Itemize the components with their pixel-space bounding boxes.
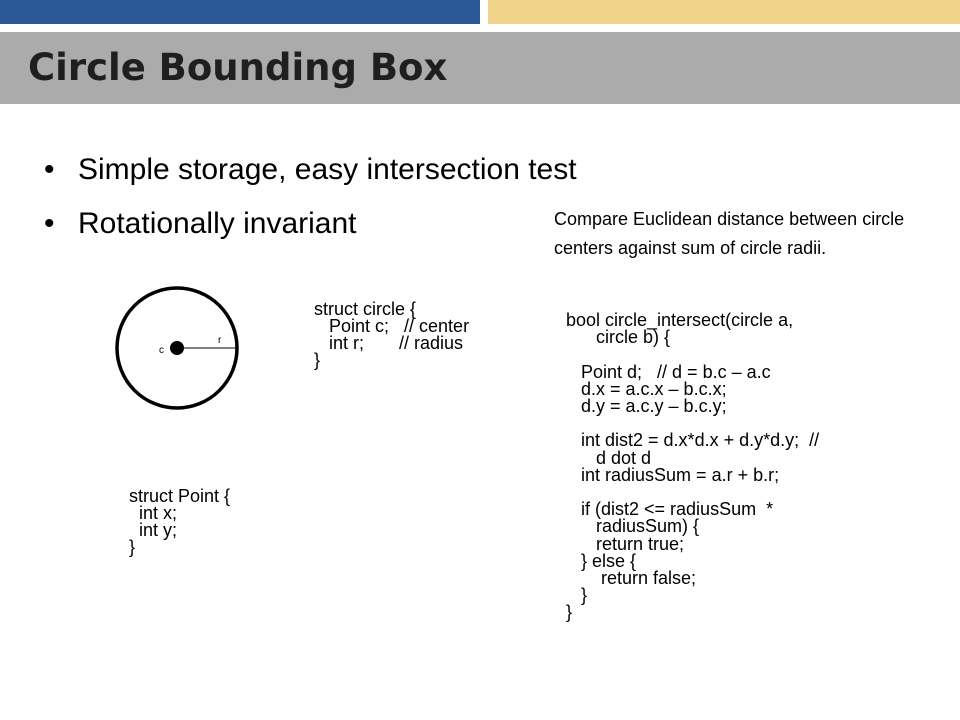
bullet-marker: • [44, 207, 55, 240]
bullet-text: Simple storage, easy intersection test [78, 153, 577, 186]
struct-point-code: struct Point { int x; int y; } [129, 486, 231, 557]
center-label: c [159, 345, 164, 356]
bullet-item [44, 197, 577, 251]
bullet-item [44, 143, 577, 197]
compare-note: Compare Euclidean distance between circle centers against sum of circle radii. [554, 209, 905, 258]
top-accent-bar-gold [488, 0, 960, 24]
struct-circle-code: struct circle { Point c; // center int r; // radius } [314, 299, 470, 370]
circle-diagram [105, 285, 250, 413]
circle-intersect-code: bool circle_intersect(circle a, circle b) { Point d; // d = b.c – a.c d.x = a.c.x – b.c.x; d.y = a.c.y – b.c.y; int dist2 = d.x*d.x + d.y*d.y; // d dot d int radiusSum = a.r + b.r; if (dist2 <= radiusSum * radiusSum) { return true; } else { return false; } } [566, 310, 820, 623]
bullet-list [44, 143, 577, 251]
bullet-text: Rotationally invariant [78, 207, 357, 240]
top-accent-bar-blue [0, 0, 480, 24]
radius-label: r [218, 335, 222, 346]
slide-title: Circle Bounding Box [28, 46, 448, 89]
bullet-marker: • [44, 153, 55, 186]
center-point [170, 341, 184, 355]
